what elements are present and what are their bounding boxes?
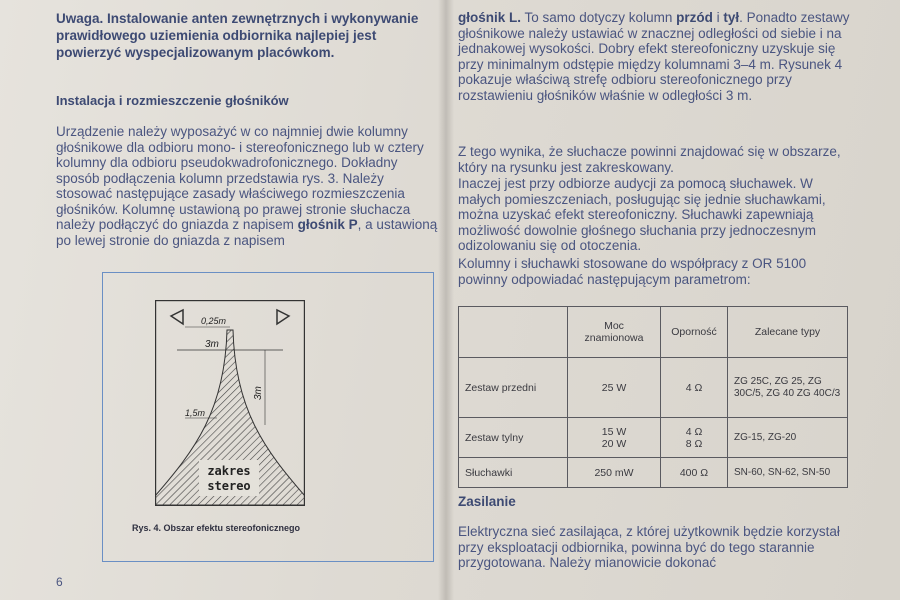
left-speaker-icon xyxy=(171,310,183,324)
dim-top-label: 0,25m xyxy=(201,316,227,326)
dim-width-label: 3m xyxy=(205,339,219,350)
row-impedance: 400 Ω xyxy=(661,458,728,488)
table-header-cell xyxy=(459,307,568,358)
table-row xyxy=(459,358,848,418)
zone-label-2: stereo xyxy=(207,479,251,493)
row-impedance: 4 Ω xyxy=(661,358,728,418)
paragraph-text-2: , a ustawioną po lewej stronie do gniazda z napisem xyxy=(56,217,438,248)
stereo-zone-diagram xyxy=(155,300,305,506)
bold-text: przód xyxy=(676,10,713,25)
row-types: SN-60, SN-62, SN-50 xyxy=(728,458,848,488)
zasilanie-paragraph: Elektryczna sieć zasilająca, z której użytkownik będzie korzystał przy eksploatacji odbiornika, powinna być do tego starannie przygotowana. Należy mianowicie dokonać xyxy=(458,524,840,570)
row-power: 15 W 20 W xyxy=(568,418,661,458)
section-heading: Instalacja i rozmieszczenie głośników xyxy=(56,93,289,108)
table-header-cell: Moc znamionowa xyxy=(568,307,661,358)
dim-side-label: 1,5m xyxy=(185,408,206,418)
page-number: 6 xyxy=(56,575,63,589)
table-row xyxy=(459,458,848,488)
paragraph-bold: głośnik P xyxy=(297,217,358,232)
right-paragraph-4: Kolumny i słuchawki stosowane do współpracy z OR 5100 powinny odpowiadać następującym parametrom: xyxy=(458,256,807,287)
figure-caption: Rys. 4. Obszar efektu stereofonicznego xyxy=(132,523,301,533)
table-header-cell: Oporność xyxy=(661,307,728,358)
zasilanie-heading: Zasilanie xyxy=(458,494,516,509)
paragraph-text: Urządzenie należy wyposażyć w co najmniej dwie kolumny głośnikowe dla odbioru mono- i stereofonicznego lub w cztery kolumny dla odbioru pseudokwadrofonicznego. Dokładny sposób podłączenia kolumn przedstawia rys. 3. Należy stosować następujące zasady właściwego rozmieszczenia głośników. Kolumnę ustawioną po prawej stronie słuchacza należy podłączyć do gniazda z napisem xyxy=(56,124,424,232)
right-speaker-icon xyxy=(277,310,289,324)
row-power: 25 W xyxy=(568,358,661,418)
text-span: i xyxy=(712,10,724,25)
row-types: ZG 25C, ZG 25, ZG 30C/5, ZG 40 ZG 40C/3 xyxy=(728,358,848,418)
right-paragraph-3: Inaczej jest przy odbiorze audycji za pomocą słuchawek. W małych pomieszczeniach, posługując się jednie słuchawkami, można uzyskać efekt stereofoniczny. Słuchawki zapewniają możliwość dowolnie głośnego słuchania przy jednoczesnym odizolowaniu się od otoczenia. xyxy=(458,176,826,253)
text-span: To samo dotyczy kolumn xyxy=(521,10,677,25)
parameters-table xyxy=(458,306,848,488)
row-impedance: 4 Ω 8 Ω xyxy=(661,418,728,458)
row-types: ZG-15, ZG-20 xyxy=(728,418,848,458)
row-label: Słuchawki xyxy=(459,458,568,488)
bold-text: tył xyxy=(723,10,740,25)
bold-text: głośnik L. xyxy=(458,10,522,25)
table-header-row xyxy=(459,307,848,358)
text-span: . Ponadto zestawy głośnikowe należy ustawiać w znacznej odległości od siebie i na jednakowej wysokości. Dobry efekt stereofoniczny uzyskuje się przy minimalnym odstępie między kolumnami 3–4 m. Rysunek 4 pokazuje właściwą strefę odbioru stereofonicznego przy rozstawieniu głośników właśnie w odległości 3 m. xyxy=(458,10,850,103)
book-binding xyxy=(438,0,454,600)
table-header-cell: Zalecane typy xyxy=(728,307,848,358)
zone-label-1: zakres xyxy=(207,464,251,478)
right-paragraph-1 xyxy=(458,10,850,103)
dim-height-label: 3m xyxy=(253,386,264,400)
row-power: 250 mW xyxy=(568,458,661,488)
row-label: Zestaw przedni xyxy=(459,358,568,418)
row-label: Zestaw tylny xyxy=(459,418,568,458)
table-row xyxy=(459,418,848,458)
left-column xyxy=(56,10,438,248)
warning-note: Uwaga. Instalowanie anten zewnętrznych i wykonywanie prawidłowego uziemienia odbiornika najlepiej jest powierzyć wyspecjalizowanym placówkom. xyxy=(56,11,419,60)
right-paragraph-2: Z tego wynika, że słuchacze powinni znajdować się w obszarze, który na rysunku jest zakreskowany. xyxy=(458,144,841,175)
speaker-paragraph xyxy=(56,124,438,248)
